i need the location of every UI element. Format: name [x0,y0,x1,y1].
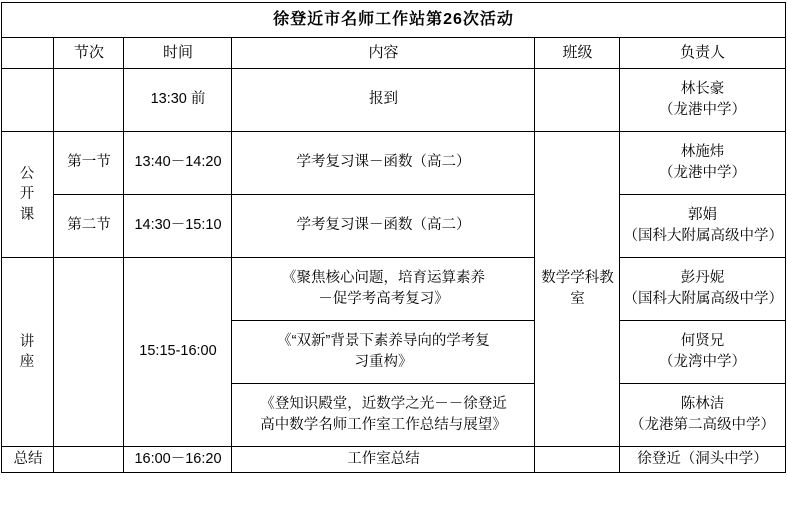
leader-name: 何贤兄 [680,332,725,349]
table-header-row [2,38,785,69]
activity-schedule-table [1,2,785,473]
table-row [2,195,785,258]
header-cell-period: 节次 [54,38,124,69]
row-period-blank [54,258,124,447]
row-leader [620,321,785,384]
row-content: 学考复习课－函数（高二） [232,132,535,195]
content-line2: 习重构》 [354,354,413,370]
header-cell-time: 时间 [124,38,232,69]
row-class-blank [535,69,620,132]
leader-school: （龙港中学） [659,102,746,118]
content-line1: 《登知识殿堂，近数学之光－－徐登近 [260,395,507,412]
row-time: 14:30－15:10 [124,195,232,258]
row-leader [620,195,785,258]
row-class-blank [535,447,620,473]
row-period: 第二节 [54,195,124,258]
row-leader: 徐登近（洞头中学） [620,447,785,473]
row-content [232,384,535,447]
content-line2: 高中数学名师工作室工作总结与展望》 [260,417,507,433]
row-section-lecture: 讲座 [2,258,54,447]
row-time: 15:15-16:00 [124,258,232,447]
leader-name: 林长豪 [680,80,725,97]
row-period: 第一节 [54,132,124,195]
row-time: 13:40－14:20 [124,132,232,195]
header-cell-leader: 负责人 [620,38,785,69]
table-row [2,132,785,195]
row-content: 工作室总结 [232,447,535,473]
content-line1: 《聚焦核心问题，培育运算素养 [281,269,485,286]
row-period-blank [54,447,124,473]
header-cell-blank [2,38,54,69]
table-row [2,447,785,473]
leader-school: （龙湾中学） [659,354,746,370]
table-row [2,69,785,132]
header-cell-content: 内容 [232,38,535,69]
row-leader [620,69,785,132]
leader-name: 彭丹妮 [680,269,725,286]
row-leader [620,258,785,321]
header-cell-class: 班级 [535,38,620,69]
content-line2: －促学考高考复习》 [318,291,449,307]
document-page [0,2,787,506]
leader-name: 陈林洁 [680,395,725,412]
row-leader [620,384,785,447]
document-title: 徐登近市名师工作站第26次活动 [2,3,785,38]
title-row [2,3,785,38]
leader-name: 郭娟 [688,206,717,223]
leader-school: （国科大附属高级中学） [623,291,783,307]
content-line1: 《“双新”背景下素养导向的学考复 [277,332,490,349]
leader-school: （龙港中学） [659,165,746,181]
row-content [232,258,535,321]
classroom-line1: 数学学科教室 [541,269,614,307]
row-period-blank [54,69,124,132]
row-content [232,321,535,384]
row-class-math-room [535,132,620,447]
row-content: 报到 [232,69,535,132]
row-section-open-class: 公开课 [2,132,54,258]
row-section-blank [2,69,54,132]
row-time: 16:00－16:20 [124,447,232,473]
row-section-summary: 总结 [2,447,54,473]
leader-school: （龙港第二高级中学） [630,417,775,433]
row-content: 学考复习课－函数（高二） [232,195,535,258]
leader-school: （国科大附属高级中学） [623,228,783,244]
row-leader [620,132,785,195]
leader-name: 林施炜 [680,143,725,160]
table-row [2,258,785,321]
row-time: 13:30 前 [124,69,232,132]
